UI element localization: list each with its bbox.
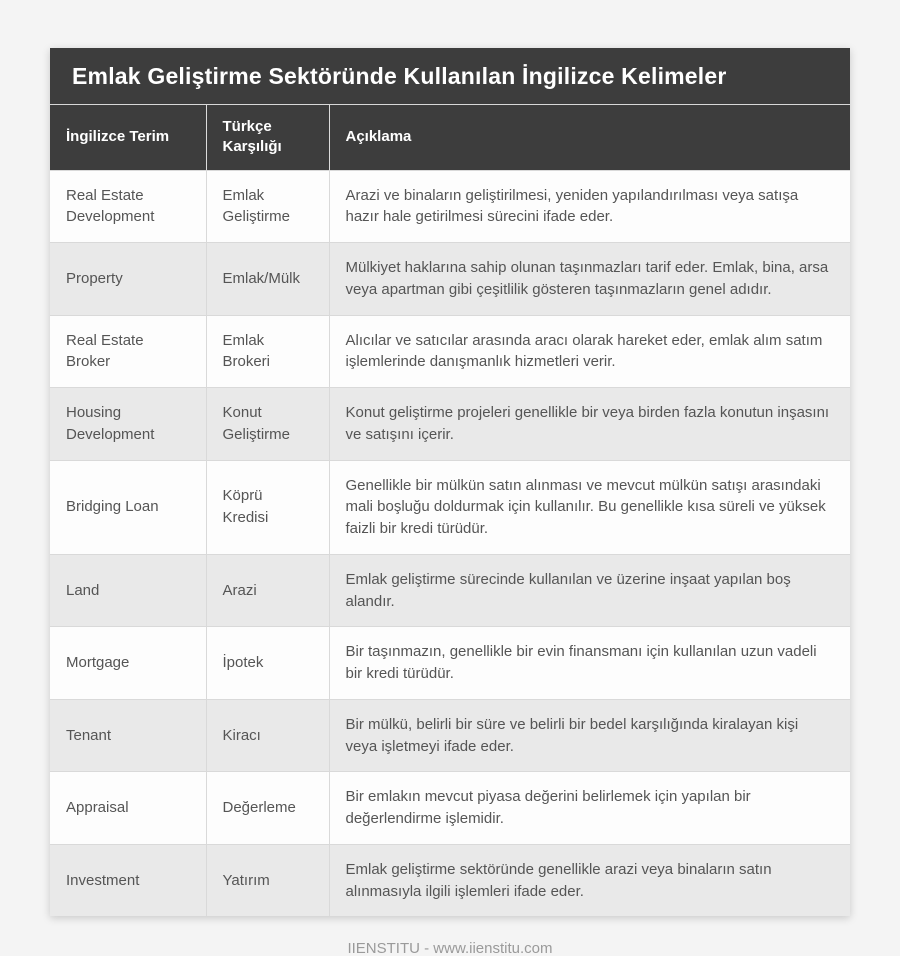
cell-english-term: Land <box>50 554 206 627</box>
cell-turkish-equivalent: Emlak Geliştirme <box>206 170 329 243</box>
cell-description: Genellikle bir mülkün satın alınması ve mevcut mülkün satışı arasındaki mali boşluğu doldurmak için kullanılır. Bu genellikle kısa süreli ve yüksek faizli bir kredi türüdür. <box>329 460 850 554</box>
cell-description: Bir taşınmazın, genellikle bir evin finansmanı için kullanılan uzun vadeli bir kredi türüdür. <box>329 627 850 700</box>
cell-description: Mülkiyet haklarına sahip olunan taşınmazları tarif eder. Emlak, bina, arsa veya apartman gibi çeşitlilik gösteren taşınmazların genel adıdır. <box>329 243 850 316</box>
cell-turkish-equivalent: Emlak/Mülk <box>206 243 329 316</box>
cell-description: Bir mülkü, belirli bir süre ve belirli bir bedel karşılığında kiralayan kişi veya işletmeyi ifade eder. <box>329 699 850 772</box>
cell-english-term: Bridging Loan <box>50 460 206 554</box>
cell-description: Konut geliştirme projeleri genellikle bir veya birden fazla konutun inşasını ve satışını içerir. <box>329 388 850 461</box>
table-header-row <box>50 105 850 170</box>
table-row <box>50 388 850 461</box>
cell-turkish-equivalent: Konut Geliştirme <box>206 388 329 461</box>
column-header-description: Açıklama <box>329 105 850 170</box>
cell-description: Emlak geliştirme sektöründe genellikle arazi veya binaların satın alınmasıyla ilgili işlemleri ifade eder. <box>329 844 850 916</box>
cell-turkish-equivalent: Köprü Kredisi <box>206 460 329 554</box>
table-body <box>50 170 850 916</box>
vocabulary-card <box>50 48 850 916</box>
table-row <box>50 554 850 627</box>
table-row <box>50 844 850 916</box>
table-row <box>50 627 850 700</box>
table-row <box>50 460 850 554</box>
cell-description: Bir emlakın mevcut piyasa değerini belirlemek için yapılan bir değerlendirme işlemidir. <box>329 772 850 845</box>
cell-turkish-equivalent: Arazi <box>206 554 329 627</box>
cell-english-term: Appraisal <box>50 772 206 845</box>
cell-english-term: Real Estate Broker <box>50 315 206 388</box>
page-title: Emlak Geliştirme Sektöründe Kullanılan İngilizce Kelimeler <box>50 48 850 105</box>
cell-english-term: Mortgage <box>50 627 206 700</box>
table-header <box>50 105 850 170</box>
table-row <box>50 772 850 845</box>
cell-english-term: Real Estate Development <box>50 170 206 243</box>
cell-english-term: Investment <box>50 844 206 916</box>
table-row <box>50 243 850 316</box>
cell-english-term: Tenant <box>50 699 206 772</box>
cell-english-term: Housing Development <box>50 388 206 461</box>
cell-turkish-equivalent: Değerleme <box>206 772 329 845</box>
table-row <box>50 699 850 772</box>
cell-turkish-equivalent: Emlak Brokeri <box>206 315 329 388</box>
cell-english-term: Property <box>50 243 206 316</box>
cell-turkish-equivalent: İpotek <box>206 627 329 700</box>
column-header-english-term: İngilizce Terim <box>50 105 206 170</box>
cell-description: Emlak geliştirme sürecinde kullanılan ve üzerine inşaat yapılan boş alandır. <box>329 554 850 627</box>
cell-turkish-equivalent: Yatırım <box>206 844 329 916</box>
cell-description: Alıcılar ve satıcılar arasında aracı olarak hareket eder, emlak alım satım işlemlerinde danışmanlık hizmetleri verir. <box>329 315 850 388</box>
table-row <box>50 315 850 388</box>
footer-credit: IIENSTITU - www.iienstitu.com <box>347 940 553 956</box>
vocabulary-table <box>50 105 850 916</box>
cell-turkish-equivalent: Kiracı <box>206 699 329 772</box>
table-row <box>50 170 850 243</box>
column-header-turkish-equivalent: Türkçe Karşılığı <box>206 105 329 170</box>
cell-description: Arazi ve binaların geliştirilmesi, yeniden yapılandırılması veya satışa hazır hale getirilmesi sürecini ifade eder. <box>329 170 850 243</box>
